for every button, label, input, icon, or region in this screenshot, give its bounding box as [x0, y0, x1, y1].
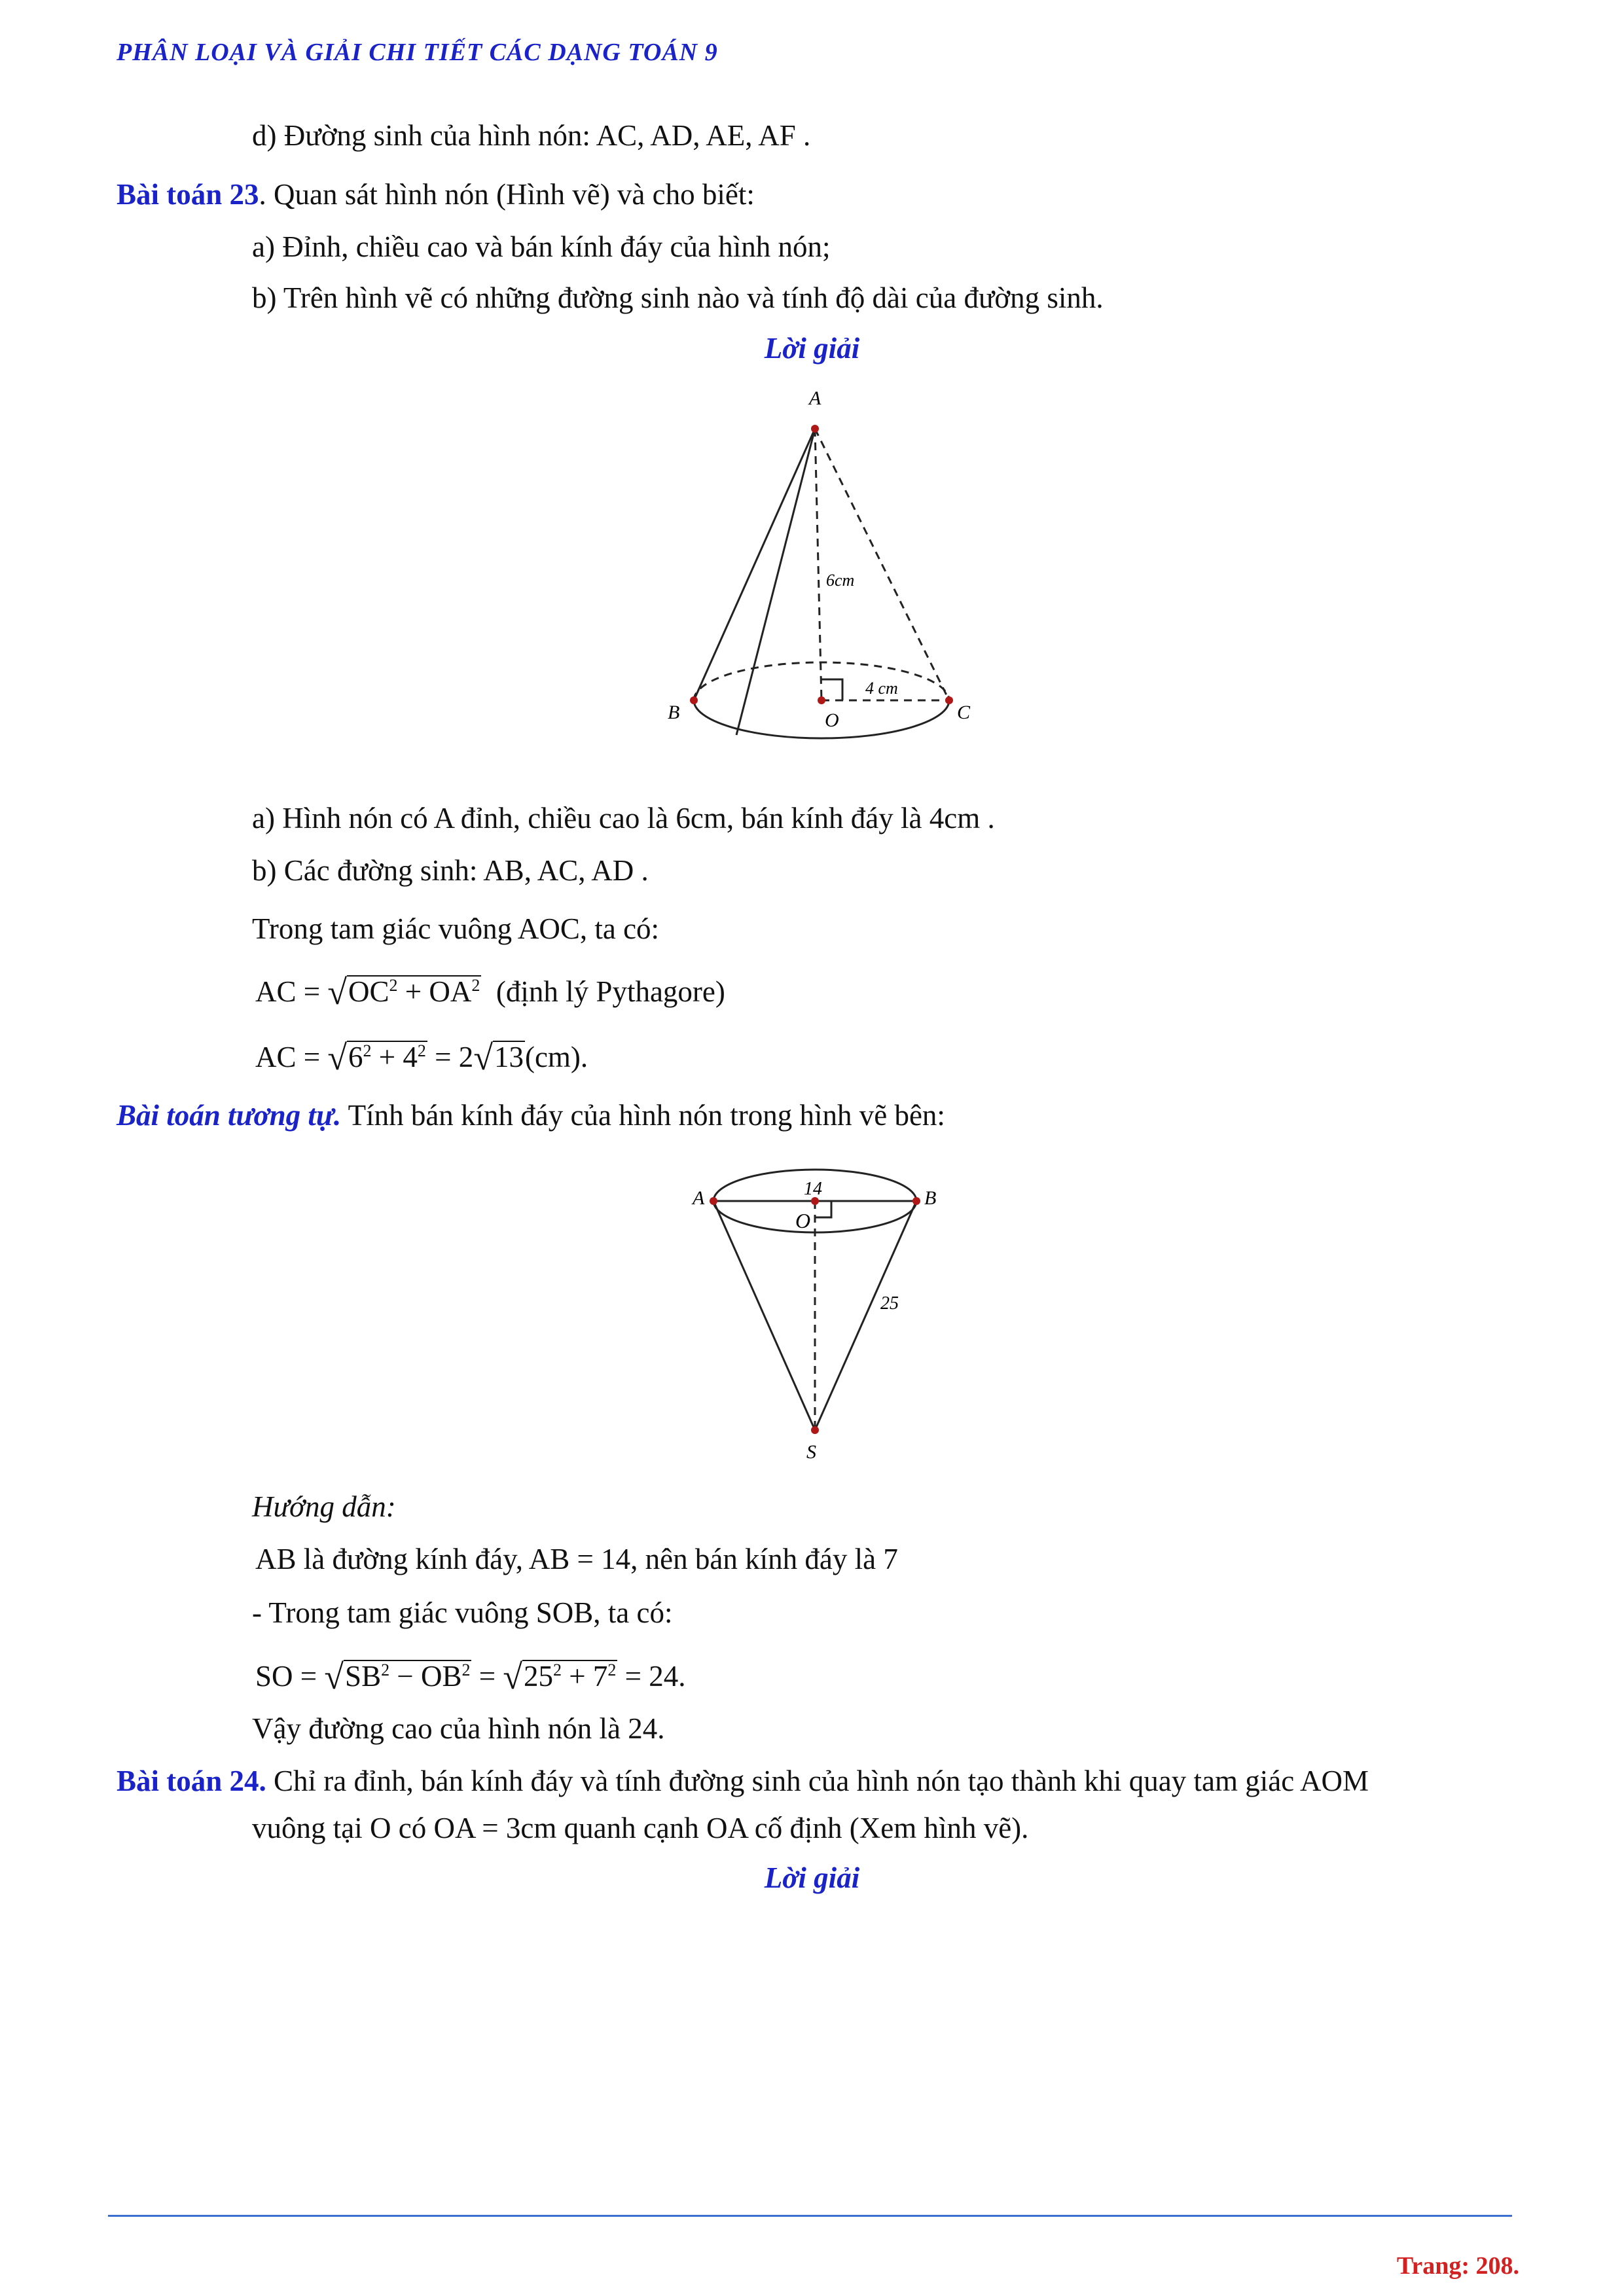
- problem-24-solution-title: Lời giải: [764, 1861, 860, 1894]
- sqrt-symbol: √: [503, 1657, 523, 1696]
- cone-base-front-arc: [694, 700, 949, 738]
- problem-24-label: Bài toán 24.: [117, 1765, 266, 1797]
- slant-ab: [694, 429, 815, 700]
- answer-a: a) Hình nón có A đỉnh, chiều cao là 6cm, bán kính đáy là 4cm .: [252, 802, 995, 834]
- sqrt-symbol: √: [327, 1038, 348, 1077]
- triangle-aoc-text: Trong tam giác vuông AOC, ta có:: [252, 912, 660, 945]
- label-slant: 25: [880, 1293, 899, 1314]
- formula-ac-general: AC = $√OC^2 + OA^2$ (định lý Pythagore): [255, 973, 725, 1012]
- point-s: [811, 1426, 819, 1434]
- slant-sa: [713, 1201, 815, 1430]
- problem-23-question-b: b) Trên hình vẽ có những đường sinh nào và tính độ dài của đường sinh.: [252, 281, 1104, 314]
- cone-figure-2: [681, 1165, 969, 1473]
- label-a2: A: [693, 1187, 705, 1209]
- label-b2: B: [924, 1187, 937, 1209]
- prev-item-d: d) Đường sinh của hình nón: AC, AD, AE, AF .: [252, 119, 811, 152]
- similar-problem-heading: Bài toán tương tự. Tính bán kính đáy của hình nón trong hình vẽ bên:: [117, 1099, 945, 1132]
- formula-so: SO = $√SB^2 - OB^2 = √25^2 + 7^2 = 24$.: [255, 1657, 686, 1696]
- hint-line-1: AB là đường kính đáy, AB = 14, nên bán kính đáy là 7: [255, 1543, 898, 1575]
- label-a: A: [809, 387, 821, 409]
- similar-problem-label: Bài toán tương tự.: [117, 1099, 342, 1132]
- label-o: O: [825, 709, 839, 731]
- cone-figure-1: [655, 386, 995, 753]
- hint-line-2: - Trong tam giác vuông SOB, ta có:: [252, 1596, 673, 1629]
- formula-ac-value: AC = $√6^2 + 4^2 = 2√13(cm)$.: [255, 1038, 588, 1077]
- problem-23-label: Bài toán 23: [117, 178, 259, 211]
- page-header-title: PHÂN LOẠI VÀ GIẢI CHI TIẾT CÁC DẠNG TOÁN 9: [117, 39, 718, 66]
- hint-title: Hướng dẫn:: [252, 1490, 396, 1523]
- footer-divider: [108, 2215, 1512, 2217]
- hint-conclusion: Vậy đường cao của hình nón là 24.: [252, 1712, 665, 1745]
- point-a: [811, 425, 819, 433]
- point-b2: [912, 1197, 920, 1205]
- page-number: Trang: 208.: [1396, 2252, 1519, 2280]
- point-c: [945, 696, 953, 704]
- problem-24-line-2: vuông tại O có OA = 3cm quanh cạnh OA cố định (Xem hình vẽ).: [252, 1812, 1029, 1844]
- sqrt-symbol: √: [473, 1038, 493, 1077]
- height-ao: [815, 429, 821, 700]
- point-a2: [710, 1197, 717, 1205]
- problem-23-solution-title: Lời giải: [764, 332, 860, 365]
- label-diameter: 14: [804, 1179, 822, 1199]
- label-s: S: [806, 1441, 816, 1463]
- label-o2: O: [795, 1209, 811, 1232]
- label-radius: 4 cm: [865, 679, 898, 698]
- problem-24-line-1: Bài toán 24. Chỉ ra đỉnh, bán kính đáy và tính đường sinh của hình nón tạo thành khi quay tam giác AOM: [117, 1765, 1369, 1797]
- label-height: 6cm: [826, 571, 855, 590]
- point-o: [818, 696, 825, 704]
- sqrt-symbol: √: [327, 973, 348, 1012]
- problem-23-question-a: a) Đỉnh, chiều cao và bán kính đáy của hình nón;: [252, 230, 831, 263]
- problem-23-heading: Bài toán 23. Quan sát hình nón (Hình vẽ) và cho biết:: [117, 178, 755, 211]
- slant-ac: [815, 429, 949, 700]
- point-b: [690, 696, 698, 704]
- answer-b: b) Các đường sinh: AB, AC, AD .: [252, 854, 649, 887]
- slant-ad: [736, 429, 815, 735]
- slant-sb: [815, 1201, 916, 1430]
- label-b: B: [668, 702, 680, 723]
- sqrt-symbol: √: [324, 1657, 344, 1696]
- right-angle-marker: [821, 679, 842, 700]
- label-c: C: [957, 702, 971, 723]
